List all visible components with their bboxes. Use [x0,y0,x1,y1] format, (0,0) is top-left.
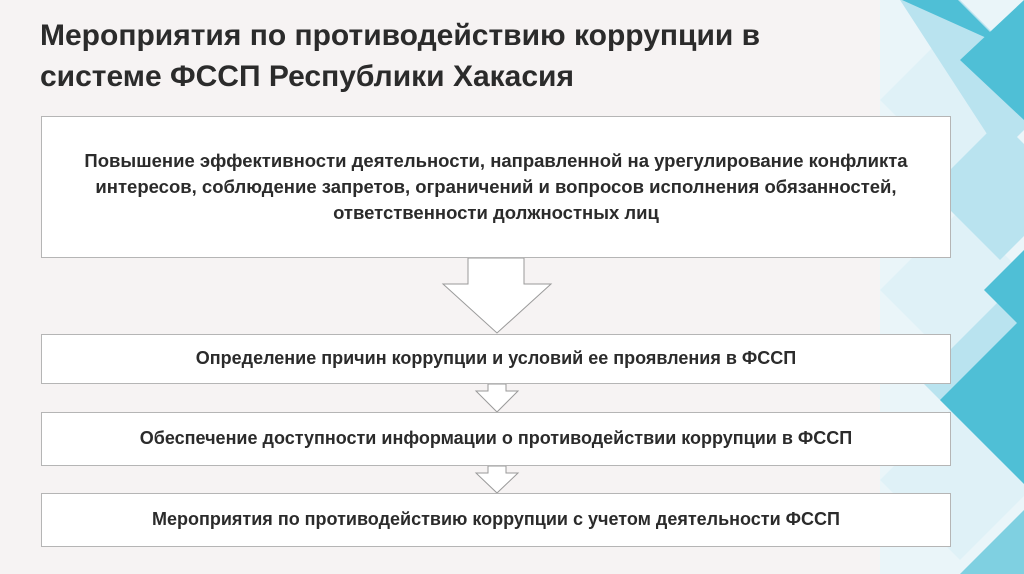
flow-box-2-text: Определение причин коррупции и условий ее проявления в ФССП [195,348,797,369]
flow-box-3 [41,412,951,466]
flow-box-4 [41,493,951,547]
flow-box-3-text: Обеспечение доступности информации о противодействии коррупции в ФССП [139,428,853,449]
page-title: Мероприятия по противодействию коррупции в системе ФССП Республики Хакасия [40,19,761,93]
flow-box-4-text: Мероприятия по противодействию коррупции с учетом деятельности ФССП [152,509,840,530]
flow-box-1 [41,116,951,258]
arrow-down-icon [474,383,520,413]
arrow-down-icon [441,257,553,335]
flow-box-2 [41,334,951,384]
flow-box-1-text: Повышение эффективности деятельности, направленной на урегулирование конфликта интересов, соблюдение запретов, ограничений и вопросов исполнения обязанностей, ответственности должностных лиц [84,149,908,224]
arrow-down-icon [474,465,520,494]
